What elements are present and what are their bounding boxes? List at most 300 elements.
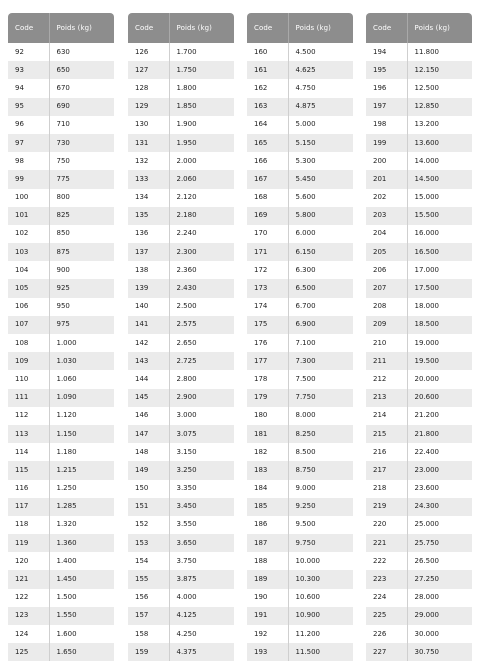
- weight-cell: 5.800: [288, 207, 353, 225]
- code-cell: 189: [247, 570, 288, 588]
- table-row: [247, 225, 353, 243]
- table-row: [366, 498, 472, 516]
- table-row: [128, 243, 234, 261]
- weight-cell: 4.000: [169, 589, 234, 607]
- table-row: [247, 643, 353, 661]
- table-row: [128, 134, 234, 152]
- weight-cell: 28.000: [407, 589, 472, 607]
- weight-cell: 1.750: [169, 61, 234, 79]
- code-cell: 159: [128, 643, 169, 661]
- table-row: [366, 134, 472, 152]
- table-row: [128, 607, 234, 625]
- table-row: [128, 79, 234, 97]
- weight-cell: 2.575: [169, 316, 234, 334]
- weight-cell: 2.500: [169, 298, 234, 316]
- code-cell: 212: [366, 370, 407, 388]
- weight-cell: 14.500: [407, 170, 472, 188]
- weight-cell: 4.375: [169, 643, 234, 661]
- code-cell: 184: [247, 480, 288, 498]
- weight-cell: 3.550: [169, 516, 234, 534]
- weight-cell: 16.500: [407, 243, 472, 261]
- weight-cell: 7.500: [288, 370, 353, 388]
- code-cell: 197: [366, 98, 407, 116]
- code-cell: 141: [128, 316, 169, 334]
- weight-cell: 690: [49, 98, 114, 116]
- weight-cell: 3.650: [169, 534, 234, 552]
- code-cell: 170: [247, 225, 288, 243]
- weight-cell: 26.500: [407, 552, 472, 570]
- weight-cell: 875: [49, 243, 114, 261]
- table-row: [247, 534, 353, 552]
- weight-cell: 6.900: [288, 316, 353, 334]
- table-row: [128, 425, 234, 443]
- code-cell: 191: [247, 607, 288, 625]
- table-row: [247, 589, 353, 607]
- code-cell: 135: [128, 207, 169, 225]
- code-cell: 121: [8, 570, 49, 588]
- code-cell: 207: [366, 279, 407, 297]
- code-cell: 125: [8, 643, 49, 661]
- code-cell: 178: [247, 370, 288, 388]
- weight-cell: 4.125: [169, 607, 234, 625]
- code-cell: 222: [366, 552, 407, 570]
- code-cell: 185: [247, 498, 288, 516]
- table-row: [128, 207, 234, 225]
- table-row: [128, 389, 234, 407]
- weight-cell: 900: [49, 261, 114, 279]
- weight-cell: 825: [49, 207, 114, 225]
- weight-cell: 4.875: [288, 98, 353, 116]
- table-row: [366, 334, 472, 352]
- table-row: [247, 425, 353, 443]
- code-cell: 115: [8, 461, 49, 479]
- code-cell: 140: [128, 298, 169, 316]
- weight-cell: 1.320: [49, 516, 114, 534]
- table-row: [8, 170, 114, 188]
- code-cell: 120: [8, 552, 49, 570]
- weight-cell: 9.250: [288, 498, 353, 516]
- table-row: [366, 352, 472, 370]
- table-row: [128, 534, 234, 552]
- table-row: [8, 243, 114, 261]
- code-cell: 99: [8, 170, 49, 188]
- code-cell: 172: [247, 261, 288, 279]
- table-row: [366, 589, 472, 607]
- table-row: [366, 152, 472, 170]
- weight-cell: 10.600: [288, 589, 353, 607]
- code-cell: 198: [366, 116, 407, 134]
- table-row: [247, 516, 353, 534]
- weight-cell: 1.285: [49, 498, 114, 516]
- weight-cell: 2.650: [169, 334, 234, 352]
- code-cell: 104: [8, 261, 49, 279]
- weight-cell: 5.150: [288, 134, 353, 152]
- code-cell: 220: [366, 516, 407, 534]
- weight-cell: 850: [49, 225, 114, 243]
- table-row: [128, 552, 234, 570]
- column-header-code: Code: [8, 13, 49, 43]
- table-row: [128, 370, 234, 388]
- table-row: [128, 152, 234, 170]
- weight-cell: 1.060: [49, 370, 114, 388]
- weight-cell: 750: [49, 152, 114, 170]
- table-row: [247, 134, 353, 152]
- code-cell: 193: [247, 643, 288, 661]
- weight-cell: 730: [49, 134, 114, 152]
- table-row: [366, 316, 472, 334]
- weight-cell: 22.400: [407, 443, 472, 461]
- weight-cell: 1.250: [49, 480, 114, 498]
- code-cell: 224: [366, 589, 407, 607]
- column-header-weight: Poids (kg): [407, 13, 472, 43]
- weight-cell: 2.800: [169, 370, 234, 388]
- table-row: [128, 98, 234, 116]
- code-cell: 127: [128, 61, 169, 79]
- weight-cell: 3.250: [169, 461, 234, 479]
- weight-cell: 30.000: [407, 625, 472, 643]
- table-row: [366, 407, 472, 425]
- table-row: [8, 516, 114, 534]
- code-cell: 195: [366, 61, 407, 79]
- code-cell: 112: [8, 407, 49, 425]
- code-cell: 173: [247, 279, 288, 297]
- weight-cell: 670: [49, 79, 114, 97]
- table-row: [366, 570, 472, 588]
- weight-cell: 1.900: [169, 116, 234, 134]
- weight-cell: 21.200: [407, 407, 472, 425]
- code-cell: 156: [128, 589, 169, 607]
- code-cell: 103: [8, 243, 49, 261]
- weight-cell: 3.350: [169, 480, 234, 498]
- code-cell: 190: [247, 589, 288, 607]
- table-row: [128, 480, 234, 498]
- table-row: [128, 570, 234, 588]
- weight-cell: 10.900: [288, 607, 353, 625]
- weight-cell: 630: [49, 43, 114, 61]
- weight-cell: 9.500: [288, 516, 353, 534]
- code-cell: 183: [247, 461, 288, 479]
- table-row: [247, 189, 353, 207]
- code-cell: 133: [128, 170, 169, 188]
- weight-cell: 1.650: [49, 643, 114, 661]
- code-cell: 151: [128, 498, 169, 516]
- table-row: [8, 316, 114, 334]
- weight-cell: 1.450: [49, 570, 114, 588]
- code-cell: 117: [8, 498, 49, 516]
- code-cell: 152: [128, 516, 169, 534]
- table-row: [8, 625, 114, 643]
- weight-cell: 14.000: [407, 152, 472, 170]
- column-header-weight: Poids (kg): [49, 13, 114, 43]
- code-cell: 199: [366, 134, 407, 152]
- code-cell: 158: [128, 625, 169, 643]
- weight-cell: 17.000: [407, 261, 472, 279]
- table-row: [366, 189, 472, 207]
- code-cell: 153: [128, 534, 169, 552]
- code-cell: 226: [366, 625, 407, 643]
- weight-cell: 19.500: [407, 352, 472, 370]
- code-cell: 129: [128, 98, 169, 116]
- weight-cell: 4.750: [288, 79, 353, 97]
- table-row: [8, 134, 114, 152]
- table-row: [128, 61, 234, 79]
- table-row: [247, 243, 353, 261]
- code-cell: 213: [366, 389, 407, 407]
- table-row: [247, 607, 353, 625]
- table-row: [366, 225, 472, 243]
- code-cell: 221: [366, 534, 407, 552]
- weight-cell: 2.180: [169, 207, 234, 225]
- code-cell: 182: [247, 443, 288, 461]
- table-row: [8, 607, 114, 625]
- weight-cell: 20.000: [407, 370, 472, 388]
- load-table-3: [247, 13, 353, 661]
- table-row: [247, 43, 353, 61]
- weight-cell: 12.500: [407, 79, 472, 97]
- code-cell: 93: [8, 61, 49, 79]
- table-row: [8, 480, 114, 498]
- weight-cell: 950: [49, 298, 114, 316]
- code-cell: 155: [128, 570, 169, 588]
- code-cell: 174: [247, 298, 288, 316]
- table-row: [8, 279, 114, 297]
- code-cell: 204: [366, 225, 407, 243]
- weight-cell: 1.000: [49, 334, 114, 352]
- code-cell: 162: [247, 79, 288, 97]
- weight-cell: 11.800: [407, 43, 472, 61]
- table-row: [8, 207, 114, 225]
- code-cell: 144: [128, 370, 169, 388]
- code-cell: 209: [366, 316, 407, 334]
- table-row: [8, 534, 114, 552]
- weight-cell: 1.850: [169, 98, 234, 116]
- weight-cell: 10.000: [288, 552, 353, 570]
- code-cell: 201: [366, 170, 407, 188]
- code-cell: 194: [366, 43, 407, 61]
- table-row: [247, 316, 353, 334]
- code-cell: 180: [247, 407, 288, 425]
- code-cell: 166: [247, 152, 288, 170]
- weight-cell: 8.500: [288, 443, 353, 461]
- code-cell: 208: [366, 298, 407, 316]
- table-row: [8, 552, 114, 570]
- code-cell: 122: [8, 589, 49, 607]
- table-row: [128, 461, 234, 479]
- table-row: [366, 61, 472, 79]
- weight-cell: 6.500: [288, 279, 353, 297]
- weight-cell: 1.090: [49, 389, 114, 407]
- code-cell: 145: [128, 389, 169, 407]
- weight-cell: 11.500: [288, 643, 353, 661]
- weight-cell: 19.000: [407, 334, 472, 352]
- table-row: [8, 407, 114, 425]
- table-row: [247, 570, 353, 588]
- code-cell: 216: [366, 443, 407, 461]
- code-cell: 192: [247, 625, 288, 643]
- table-row: [366, 243, 472, 261]
- table-row: [128, 625, 234, 643]
- table-row: [366, 261, 472, 279]
- table-row: [128, 516, 234, 534]
- table-row: [366, 389, 472, 407]
- table-row: [8, 261, 114, 279]
- table-row: [366, 370, 472, 388]
- table-row: [128, 316, 234, 334]
- table-row: [247, 407, 353, 425]
- column-header-weight: Poids (kg): [169, 13, 234, 43]
- code-cell: 211: [366, 352, 407, 370]
- table-row: [8, 461, 114, 479]
- weight-cell: 8.250: [288, 425, 353, 443]
- weight-cell: 5.300: [288, 152, 353, 170]
- code-cell: 176: [247, 334, 288, 352]
- weight-cell: 13.200: [407, 116, 472, 134]
- code-cell: 119: [8, 534, 49, 552]
- weight-cell: 1.500: [49, 589, 114, 607]
- code-cell: 101: [8, 207, 49, 225]
- code-cell: 95: [8, 98, 49, 116]
- table-row: [247, 370, 353, 388]
- weight-cell: 12.150: [407, 61, 472, 79]
- code-cell: 163: [247, 98, 288, 116]
- weight-cell: 27.250: [407, 570, 472, 588]
- weight-cell: 3.875: [169, 570, 234, 588]
- code-cell: 98: [8, 152, 49, 170]
- table-row: [8, 498, 114, 516]
- table-row: [247, 389, 353, 407]
- table-row: [366, 298, 472, 316]
- table-row: [366, 607, 472, 625]
- weight-cell: 1.120: [49, 407, 114, 425]
- table-row: [128, 116, 234, 134]
- weight-cell: 1.600: [49, 625, 114, 643]
- weight-cell: 25.750: [407, 534, 472, 552]
- code-cell: 165: [247, 134, 288, 152]
- code-cell: 96: [8, 116, 49, 134]
- table-row: [128, 189, 234, 207]
- weight-cell: 9.000: [288, 480, 353, 498]
- table-row: [247, 298, 353, 316]
- code-cell: 123: [8, 607, 49, 625]
- table-row: [8, 61, 114, 79]
- weight-cell: 18.000: [407, 298, 472, 316]
- code-cell: 128: [128, 79, 169, 97]
- weight-cell: 17.500: [407, 279, 472, 297]
- table-row: [366, 534, 472, 552]
- weight-cell: 3.150: [169, 443, 234, 461]
- table-row: [366, 43, 472, 61]
- weight-cell: 10.300: [288, 570, 353, 588]
- column-header-code: Code: [366, 13, 407, 43]
- weight-cell: 1.030: [49, 352, 114, 370]
- weight-cell: 710: [49, 116, 114, 134]
- code-cell: 187: [247, 534, 288, 552]
- code-cell: 215: [366, 425, 407, 443]
- table-row: [8, 352, 114, 370]
- table-row: [128, 298, 234, 316]
- weight-cell: 2.360: [169, 261, 234, 279]
- table-row: [247, 61, 353, 79]
- table-row: [128, 589, 234, 607]
- weight-cell: 23.000: [407, 461, 472, 479]
- weight-cell: 2.300: [169, 243, 234, 261]
- table-row: [128, 43, 234, 61]
- code-cell: 202: [366, 189, 407, 207]
- weight-cell: 8.000: [288, 407, 353, 425]
- table-row: [128, 352, 234, 370]
- code-cell: 137: [128, 243, 169, 261]
- code-cell: 161: [247, 61, 288, 79]
- code-cell: 225: [366, 607, 407, 625]
- load-table-1: [8, 13, 114, 661]
- table-row: [366, 643, 472, 661]
- code-cell: 134: [128, 189, 169, 207]
- table-row: [366, 98, 472, 116]
- code-cell: 124: [8, 625, 49, 643]
- table-row: [128, 498, 234, 516]
- table-row: [8, 425, 114, 443]
- code-cell: 150: [128, 480, 169, 498]
- table-row: [247, 443, 353, 461]
- code-cell: 188: [247, 552, 288, 570]
- code-cell: 131: [128, 134, 169, 152]
- table-row: [8, 334, 114, 352]
- weight-cell: 2.060: [169, 170, 234, 188]
- weight-cell: 7.300: [288, 352, 353, 370]
- code-cell: 168: [247, 189, 288, 207]
- weight-cell: 1.550: [49, 607, 114, 625]
- code-cell: 160: [247, 43, 288, 61]
- weight-cell: 16.000: [407, 225, 472, 243]
- weight-cell: 11.200: [288, 625, 353, 643]
- table-row: [8, 43, 114, 61]
- table-row: [366, 443, 472, 461]
- code-cell: 214: [366, 407, 407, 425]
- table-row: [128, 225, 234, 243]
- code-cell: 164: [247, 116, 288, 134]
- weight-cell: 4.625: [288, 61, 353, 79]
- weight-cell: 4.500: [288, 43, 353, 61]
- table-row: [247, 461, 353, 479]
- weight-cell: 1.180: [49, 443, 114, 461]
- weight-cell: 21.800: [407, 425, 472, 443]
- table-row: [247, 498, 353, 516]
- load-table-4: [366, 13, 472, 661]
- code-cell: 146: [128, 407, 169, 425]
- column-header-weight: Poids (kg): [288, 13, 353, 43]
- code-cell: 200: [366, 152, 407, 170]
- table-row: [366, 79, 472, 97]
- table-row: [8, 298, 114, 316]
- table-row: [366, 425, 472, 443]
- table-row: [128, 261, 234, 279]
- code-cell: 227: [366, 643, 407, 661]
- table-row: [247, 170, 353, 188]
- weight-cell: 2.900: [169, 389, 234, 407]
- table-row: [247, 334, 353, 352]
- code-cell: 167: [247, 170, 288, 188]
- code-cell: 179: [247, 389, 288, 407]
- table-row: [128, 170, 234, 188]
- weight-cell: 30.750: [407, 643, 472, 661]
- code-cell: 105: [8, 279, 49, 297]
- code-cell: 196: [366, 79, 407, 97]
- weight-cell: 9.750: [288, 534, 353, 552]
- table-row: [366, 170, 472, 188]
- table-row: [366, 480, 472, 498]
- table-row: [366, 116, 472, 134]
- table-row: [247, 79, 353, 97]
